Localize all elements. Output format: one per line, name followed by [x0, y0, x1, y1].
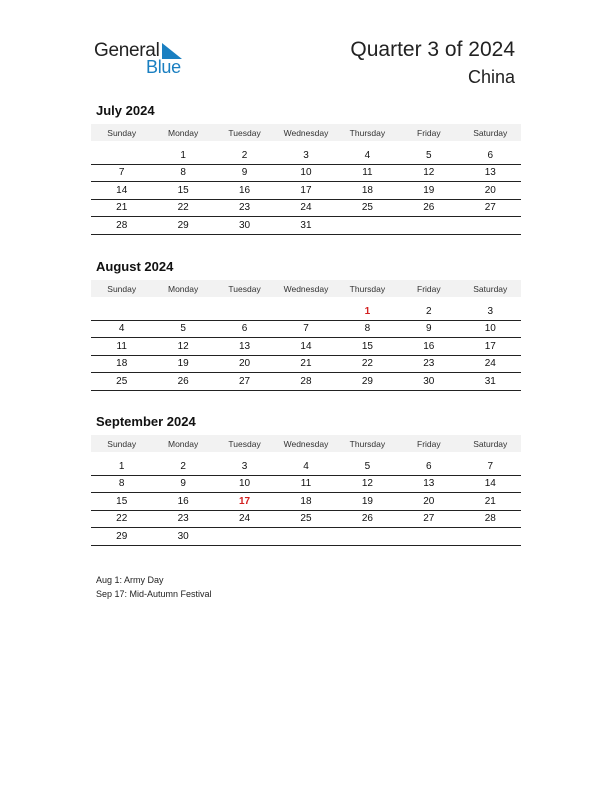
day-cell: 25	[275, 510, 336, 528]
weekday-header: Sunday	[91, 124, 152, 141]
day-cell: 17	[460, 338, 521, 356]
month-grid	[91, 280, 521, 391]
day-cell	[91, 303, 152, 320]
day-cell: 21	[275, 355, 336, 373]
day-cell: 10	[275, 164, 336, 182]
day-cell: 17	[275, 182, 336, 200]
holiday-note: Sep 17: Mid-Autumn Festival	[96, 589, 212, 599]
day-cell: 7	[275, 320, 336, 338]
day-cell: 28	[91, 217, 152, 235]
weekday-header: Wednesday	[275, 435, 336, 452]
day-cell	[398, 528, 459, 546]
day-cell: 28	[460, 510, 521, 528]
day-cell: 4	[91, 320, 152, 338]
weekday-header: Tuesday	[214, 280, 275, 297]
day-cell: 2	[152, 458, 213, 475]
day-cell	[152, 303, 213, 320]
day-cell: 26	[398, 199, 459, 217]
day-cell: 3	[275, 147, 336, 164]
day-cell: 7	[91, 164, 152, 182]
day-cell: 9	[214, 164, 275, 182]
day-cell: 18	[91, 355, 152, 373]
week-row	[91, 493, 521, 511]
weekday-header: Wednesday	[275, 124, 336, 141]
weekday-header: Thursday	[337, 435, 398, 452]
week-row	[91, 510, 521, 528]
day-cell: 31	[275, 217, 336, 235]
month-name: September 2024	[96, 414, 196, 429]
weekday-header: Tuesday	[214, 124, 275, 141]
day-cell: 25	[337, 199, 398, 217]
day-cell	[214, 528, 275, 546]
day-cell: 5	[398, 147, 459, 164]
day-cell: 13	[214, 338, 275, 356]
month-grid	[91, 435, 521, 546]
day-cell: 20	[460, 182, 521, 200]
day-cell: 1	[152, 147, 213, 164]
logo-text-blue: Blue	[146, 57, 181, 77]
week-row	[91, 182, 521, 200]
weekday-header: Friday	[398, 280, 459, 297]
weekday-header: Thursday	[337, 124, 398, 141]
day-cell: 11	[91, 338, 152, 356]
day-cell: 22	[91, 510, 152, 528]
day-cell: 22	[337, 355, 398, 373]
day-cell: 8	[152, 164, 213, 182]
day-cell: 13	[398, 475, 459, 493]
day-cell: 15	[152, 182, 213, 200]
day-cell: 22	[152, 199, 213, 217]
day-cell	[91, 147, 152, 164]
week-row	[91, 147, 521, 164]
week-row	[91, 528, 521, 546]
week-row	[91, 303, 521, 320]
day-cell: 19	[337, 493, 398, 511]
weekday-header: Sunday	[91, 435, 152, 452]
week-row	[91, 217, 521, 235]
day-cell: 4	[275, 458, 336, 475]
day-cell: 30	[398, 373, 459, 391]
day-cell	[275, 528, 336, 546]
day-cell: 26	[152, 373, 213, 391]
day-cell: 23	[214, 199, 275, 217]
day-cell: 5	[337, 458, 398, 475]
day-cell: 1	[91, 458, 152, 475]
day-cell: 10	[214, 475, 275, 493]
day-cell: 24	[460, 355, 521, 373]
month-name: July 2024	[96, 103, 155, 118]
day-cell: 11	[337, 164, 398, 182]
day-cell: 1	[337, 303, 398, 320]
weekday-header: Monday	[152, 280, 213, 297]
day-cell: 15	[91, 493, 152, 511]
day-cell: 30	[152, 528, 213, 546]
month-calendar	[91, 414, 521, 546]
day-cell: 16	[398, 338, 459, 356]
day-cell: 26	[337, 510, 398, 528]
day-cell: 20	[398, 493, 459, 511]
day-cell: 21	[91, 199, 152, 217]
day-cell: 5	[152, 320, 213, 338]
generalblue-logo	[94, 40, 204, 80]
week-row	[91, 320, 521, 338]
day-cell: 28	[275, 373, 336, 391]
day-cell: 12	[398, 164, 459, 182]
weekday-header: Sunday	[91, 280, 152, 297]
day-cell: 4	[337, 147, 398, 164]
holiday-notes	[96, 573, 212, 601]
day-cell: 16	[152, 493, 213, 511]
weekday-header: Saturday	[460, 280, 521, 297]
logo-text-general: General	[94, 40, 160, 61]
day-cell: 25	[91, 373, 152, 391]
day-cell: 3	[460, 303, 521, 320]
day-cell: 6	[398, 458, 459, 475]
week-row	[91, 355, 521, 373]
day-cell: 30	[214, 217, 275, 235]
day-cell: 6	[460, 147, 521, 164]
day-cell: 6	[214, 320, 275, 338]
holiday-note: Aug 1: Army Day	[96, 575, 164, 585]
week-row	[91, 458, 521, 475]
day-cell: 8	[337, 320, 398, 338]
month-grid	[91, 124, 521, 235]
day-cell	[337, 528, 398, 546]
day-cell: 9	[398, 320, 459, 338]
week-row	[91, 475, 521, 493]
weekday-header: Saturday	[460, 435, 521, 452]
day-cell: 27	[460, 199, 521, 217]
day-cell: 16	[214, 182, 275, 200]
weekday-header: Monday	[152, 435, 213, 452]
day-cell: 12	[152, 338, 213, 356]
weekday-header: Tuesday	[214, 435, 275, 452]
day-cell	[460, 528, 521, 546]
day-cell: 14	[460, 475, 521, 493]
day-cell: 2	[398, 303, 459, 320]
day-cell: 19	[152, 355, 213, 373]
day-cell	[214, 303, 275, 320]
day-cell: 29	[91, 528, 152, 546]
day-cell: 9	[152, 475, 213, 493]
month-calendar	[91, 103, 521, 235]
day-cell: 29	[152, 217, 213, 235]
country-name: China	[467, 67, 515, 87]
weekday-header: Wednesday	[275, 280, 336, 297]
day-cell: 8	[91, 475, 152, 493]
day-cell: 23	[398, 355, 459, 373]
week-row	[91, 164, 521, 182]
day-cell: 14	[275, 338, 336, 356]
month-calendar	[91, 259, 521, 391]
week-row	[91, 373, 521, 391]
day-cell: 23	[152, 510, 213, 528]
weekday-header: Friday	[398, 124, 459, 141]
day-cell: 12	[337, 475, 398, 493]
day-cell: 20	[214, 355, 275, 373]
day-cell: 18	[337, 182, 398, 200]
day-cell	[337, 217, 398, 235]
weekday-header: Friday	[398, 435, 459, 452]
day-cell: 24	[275, 199, 336, 217]
day-cell: 13	[460, 164, 521, 182]
day-cell: 29	[337, 373, 398, 391]
day-cell: 19	[398, 182, 459, 200]
day-cell: 14	[91, 182, 152, 200]
weekday-header: Monday	[152, 124, 213, 141]
day-cell: 24	[214, 510, 275, 528]
day-cell: 27	[398, 510, 459, 528]
day-cell	[398, 217, 459, 235]
week-row	[91, 199, 521, 217]
month-name: August 2024	[96, 259, 174, 274]
day-cell: 3	[214, 458, 275, 475]
day-cell	[275, 303, 336, 320]
day-cell: 10	[460, 320, 521, 338]
weekday-header: Saturday	[460, 124, 521, 141]
day-cell: 11	[275, 475, 336, 493]
day-cell: 2	[214, 147, 275, 164]
day-cell: 17	[214, 493, 275, 511]
page-title: Quarter 3 of 2024	[350, 38, 515, 61]
day-cell: 15	[337, 338, 398, 356]
day-cell	[460, 217, 521, 235]
day-cell: 31	[460, 373, 521, 391]
day-cell: 21	[460, 493, 521, 511]
day-cell: 27	[214, 373, 275, 391]
day-cell: 7	[460, 458, 521, 475]
day-cell: 18	[275, 493, 336, 511]
weekday-header: Thursday	[337, 280, 398, 297]
week-row	[91, 338, 521, 356]
